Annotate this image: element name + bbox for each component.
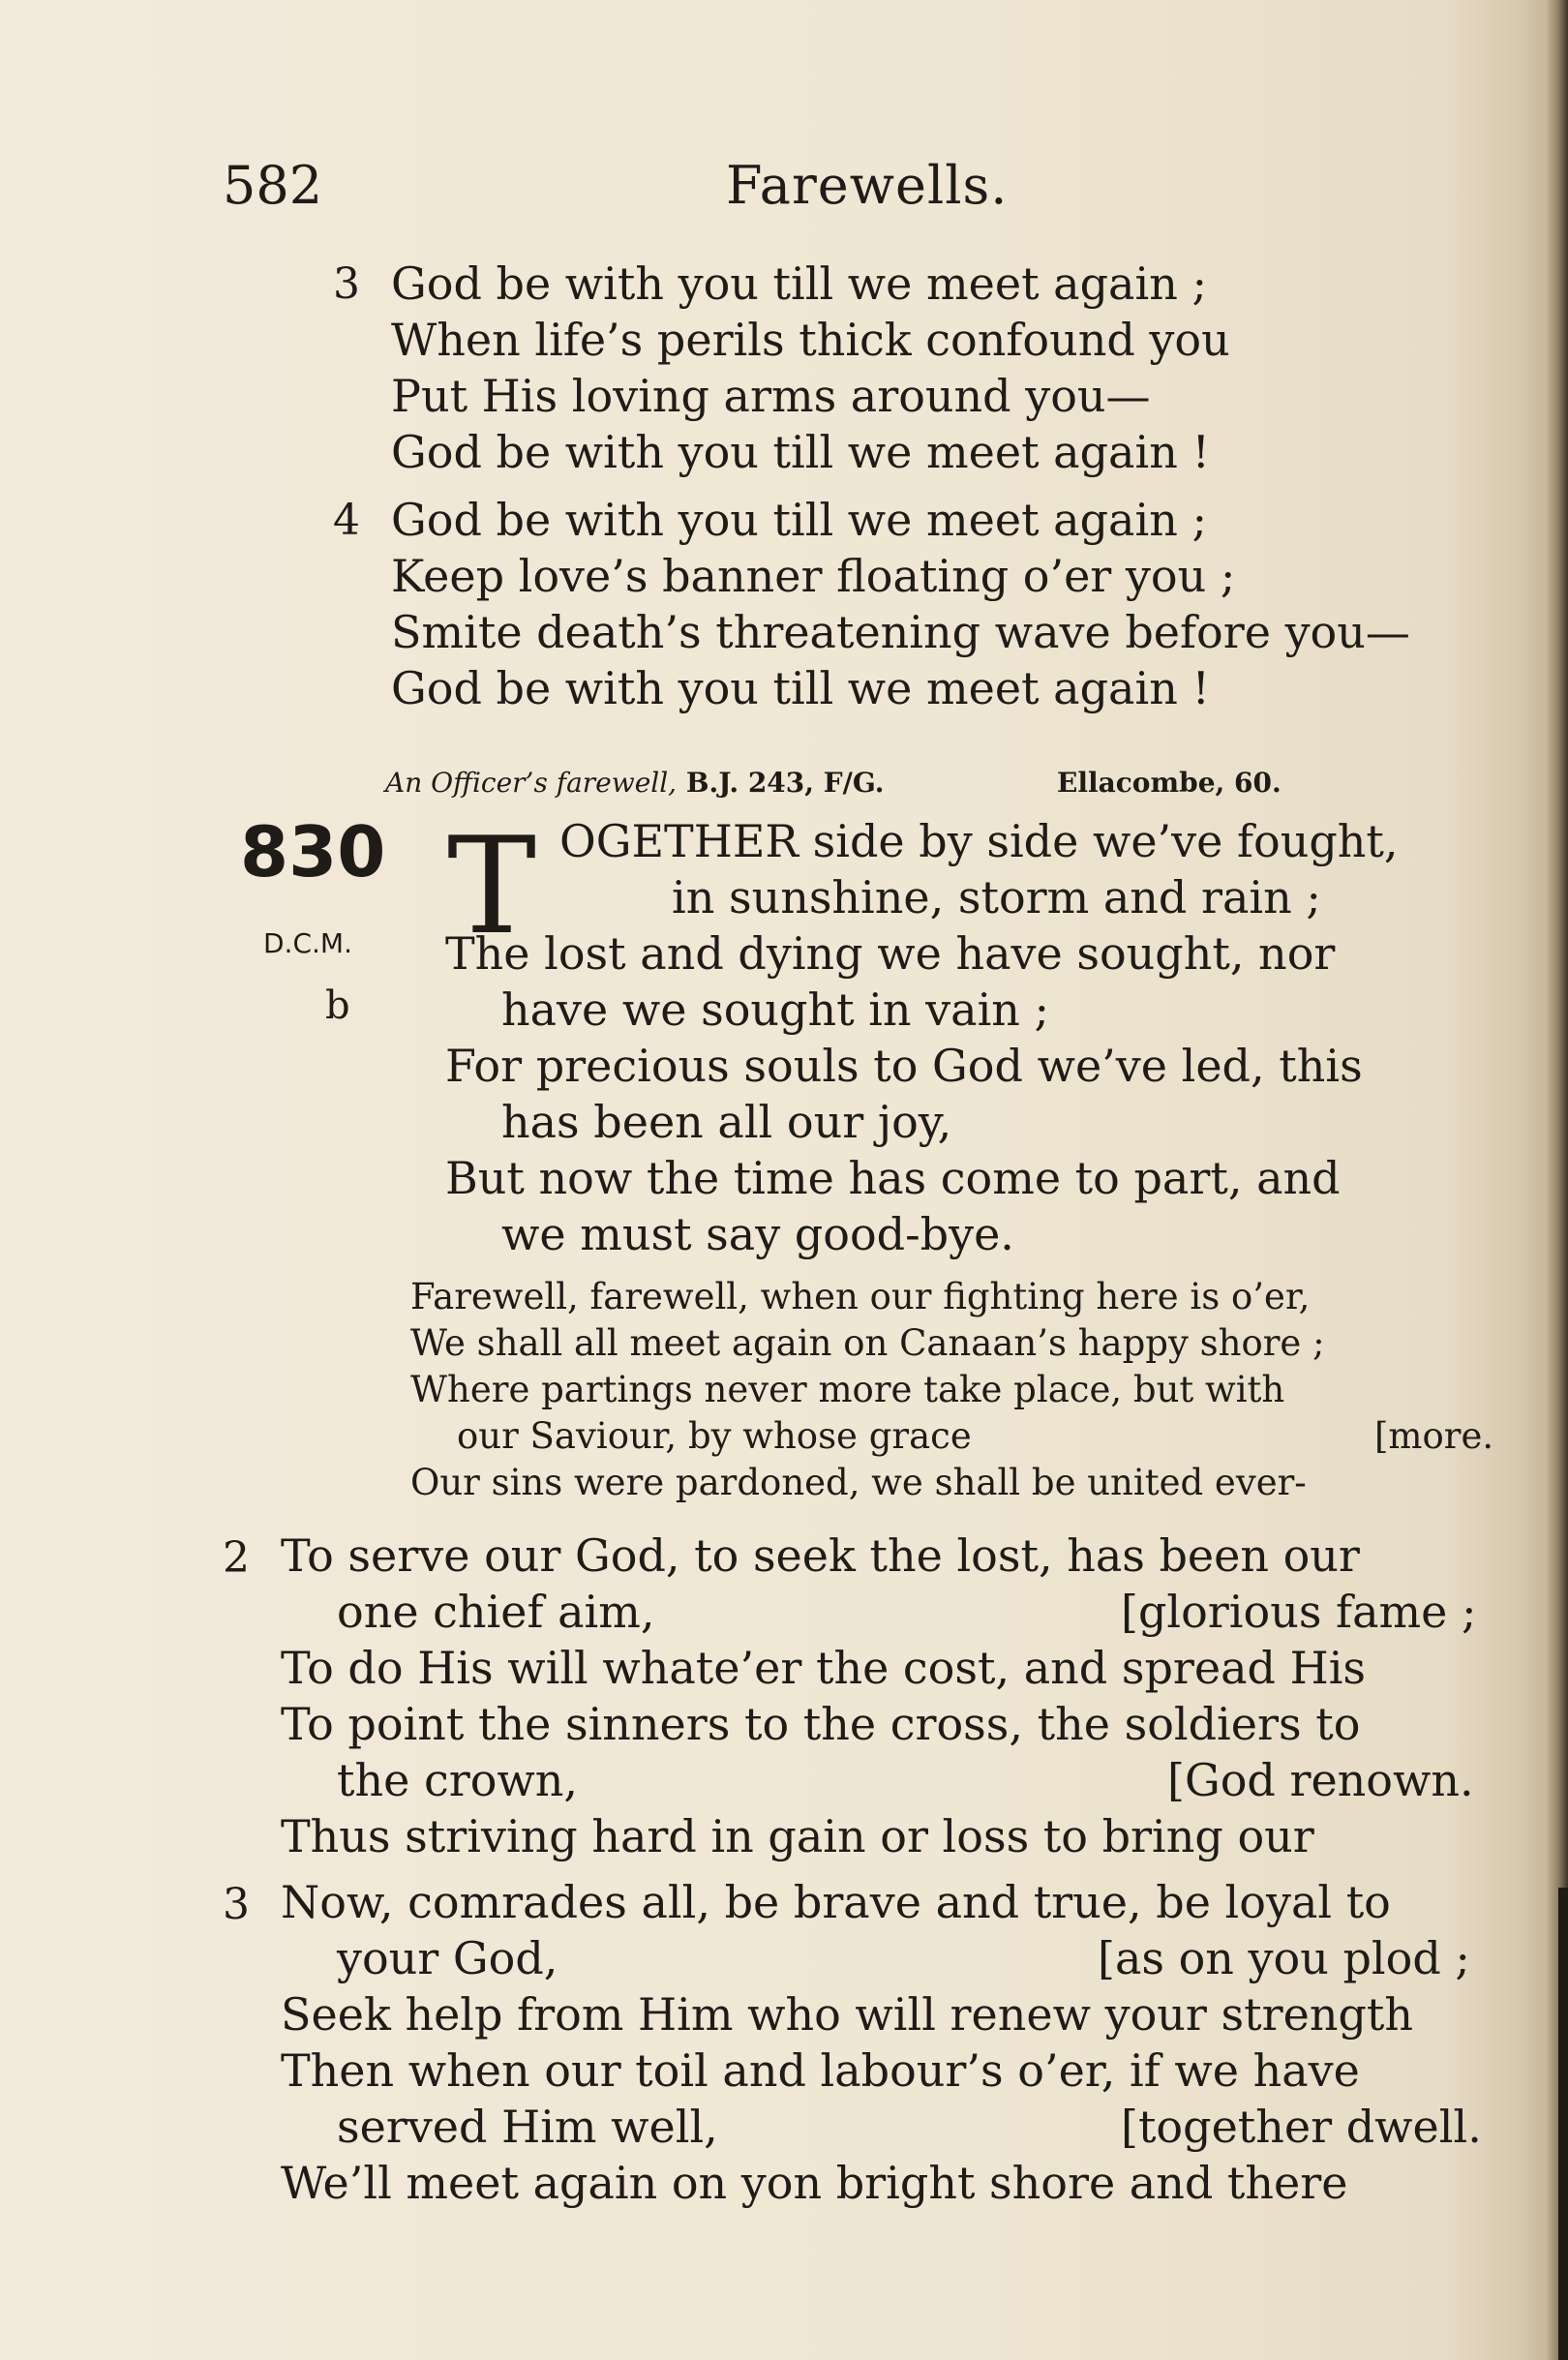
- drop-cap: T: [447, 808, 537, 964]
- chorus-line: Farewell, farewell, when our fighting here is o’er,: [410, 1276, 1311, 1317]
- verse-line: OGETHER side by side we’ve fought,: [559, 815, 1399, 867]
- verse-line: Put His loving arms around you—: [391, 370, 1151, 422]
- chorus-line: We shall all meet again on Canaan’s happy shore ;: [410, 1322, 1325, 1364]
- verse-line: served Him well,: [337, 2101, 718, 2153]
- source-ref: B.J. 243, F/G.: [685, 767, 885, 799]
- verse-number: 3: [223, 1880, 250, 1929]
- verse-bracket: [God renown.: [1167, 1754, 1474, 1806]
- verse-line: To point the sinners to the cross, the soldiers to: [281, 1698, 1361, 1750]
- verse-number: 2: [223, 1533, 250, 1583]
- verse-line: But now the time has come to part, and: [445, 1152, 1341, 1204]
- verse-line: God be with you till we meet again ;: [391, 494, 1207, 546]
- verse-line: Keep love’s banner floating o’er you ;: [391, 550, 1236, 602]
- verse-line: in sunshine, storm and rain ;: [672, 871, 1321, 923]
- hymn-number: 830: [240, 811, 386, 893]
- source-italic: An Officer’s farewell,: [385, 767, 678, 799]
- verse-line: Seek help from Him who will renew your strength: [281, 1988, 1414, 2041]
- verse-line: have we sought in vain ;: [501, 983, 1050, 1036]
- verse-line: we must say good-bye.: [501, 1208, 1014, 1260]
- verse-number: 4: [333, 496, 360, 545]
- verse-bracket: [as on you plod ;: [1098, 1932, 1470, 1984]
- verse-number: 3: [333, 259, 360, 309]
- verse-line: your God,: [337, 1932, 558, 1984]
- verse-line: God be with you till we meet again ;: [391, 257, 1207, 310]
- hymn-source: [385, 767, 885, 799]
- verse-line: When life’s perils thick confound you: [391, 314, 1230, 366]
- verse-line: We’ll meet again on yon bright shore and there: [281, 2157, 1348, 2209]
- verse-line: God be with you till we meet again !: [391, 426, 1210, 478]
- page-title: Farewells.: [726, 155, 1009, 216]
- verse-line: Smite death’s threatening wave before you—: [391, 606, 1410, 658]
- chorus-line: our Saviour, by whose grace: [457, 1415, 972, 1457]
- page-number: 582: [223, 155, 323, 216]
- verse-line: For precious souls to God we’ve led, this: [445, 1040, 1363, 1092]
- verse-829-3: [391, 256, 1230, 480]
- verse-line: the crown,: [337, 1754, 579, 1806]
- verse-line: one chief aim,: [337, 1586, 655, 1638]
- verse-line: To do His will whate’er the cost, and spread His: [281, 1642, 1367, 1694]
- verse-line: Thus striving hard in gain or loss to bring our: [281, 1810, 1314, 1862]
- verse-line: has been all our joy,: [501, 1096, 952, 1148]
- hymn-meter: D.C.M.: [263, 927, 352, 959]
- hymn-key: b: [325, 983, 350, 1028]
- verse-line: To serve our God, to seek the lost, has been our: [281, 1529, 1360, 1582]
- verse-line: Now, comrades all, be brave and true, be loyal to: [281, 1876, 1391, 1928]
- verse-line: Then when our toil and labour’s o’er, if we have: [281, 2044, 1360, 2097]
- book-edge-shadow: [1558, 1888, 1568, 2360]
- verse-829-4: [391, 492, 1410, 716]
- chorus-line: Where partings never more take place, but with: [410, 1369, 1285, 1410]
- tune-name: Ellacombe, 60.: [1057, 767, 1282, 799]
- chorus-line: Our sins were pardoned, we shall be united ever-: [410, 1462, 1307, 1503]
- chorus-bracket: [more.: [1374, 1415, 1494, 1457]
- verse-bracket: [glorious fame ;: [1121, 1586, 1477, 1638]
- verse-line: God be with you till we meet again !: [391, 662, 1210, 714]
- verse-bracket: [together dwell.: [1121, 2101, 1482, 2153]
- verse-line: The lost and dying we have sought, nor: [445, 927, 1336, 980]
